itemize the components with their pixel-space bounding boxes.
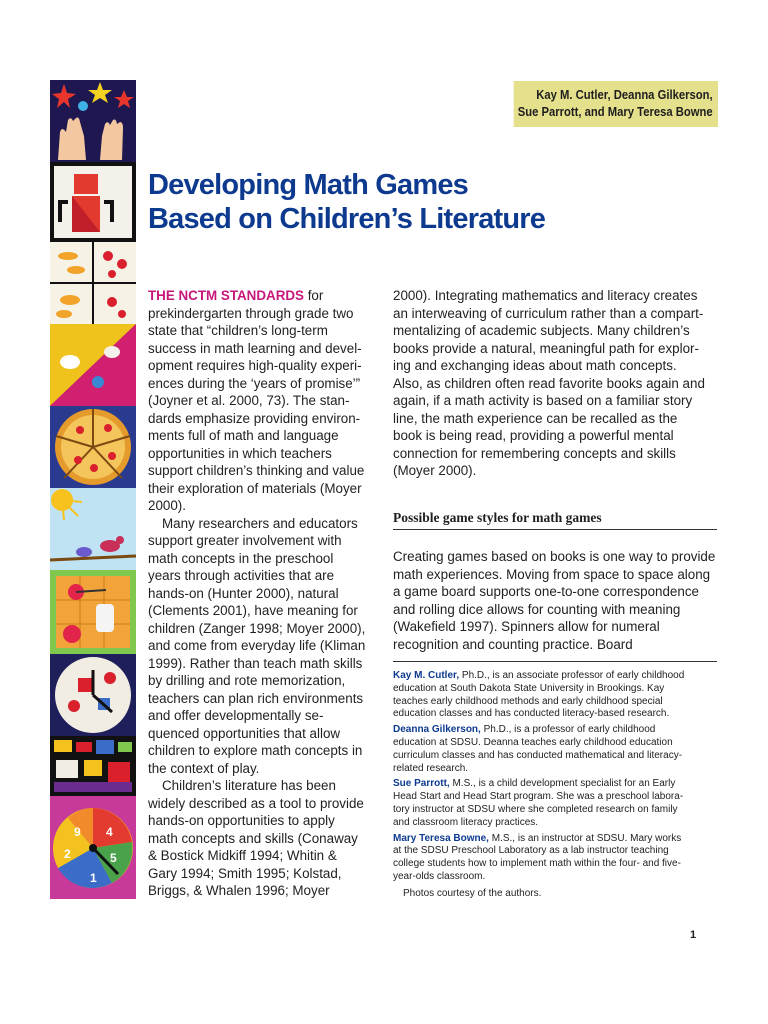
bio-name: Sue Parrott,	[393, 778, 450, 790]
text-line: (Clements 2001), have meaning for	[148, 603, 358, 618]
svg-text:2: 2	[64, 847, 71, 861]
text-line: numeral recognition and counting practice. Board	[393, 619, 660, 652]
divider	[393, 661, 717, 662]
games-collage-art	[50, 736, 136, 796]
text-line: the context of play.	[148, 760, 260, 776]
paragraph	[148, 287, 378, 515]
bio-line: education at SDSU. Deanna teaches early childhood education	[393, 736, 673, 748]
lead-in-text: THE NCTM STANDARDS	[148, 288, 304, 303]
text-line: and offer developmentally se-	[148, 708, 324, 723]
bio-line: related research.	[393, 762, 469, 774]
text-line: Children’s literature has been	[162, 778, 336, 793]
svg-text:1: 1	[90, 871, 97, 885]
sun-birds-art	[50, 488, 136, 570]
childrens-artwork-strip	[50, 80, 136, 899]
text-line: Also, as children often read favorite books again and	[393, 375, 705, 391]
geometric-robot-art	[50, 162, 136, 242]
text-line: space along a game board supports one-to-one	[393, 566, 711, 600]
text-line: success in math learning and devel-	[148, 340, 362, 356]
text-line: ments full of math and language	[148, 428, 339, 443]
body-column-left	[148, 287, 378, 900]
body-column-right-continued	[393, 535, 719, 667]
text-line: & Bostick Midkiff 1994; Whitin &	[148, 848, 337, 863]
title-line: Developing Math Games	[148, 169, 468, 201]
text-line: books provide a natural, meaningful path for explor-	[393, 340, 699, 356]
text-line: 1999). Rather than teach math skills	[148, 655, 363, 671]
text-line: prekindergarten through grade two	[148, 305, 354, 321]
paragraph	[393, 548, 719, 653]
clock-shapes-art	[50, 654, 136, 736]
text-line: opment requires high-quality experi-	[148, 358, 362, 373]
text-line: Many researchers and educators	[162, 515, 358, 531]
authors-box	[514, 81, 718, 127]
text-line: ing and exchanging ideas about math concepts.	[393, 358, 677, 373]
text-line: Creating games based on books is one way to	[393, 549, 668, 565]
text-line: mentalizing of academic subjects. Many children’s	[393, 323, 690, 338]
pizza-art	[50, 406, 136, 488]
text-line: hands-on (Hunter 2000), natural	[148, 585, 339, 601]
title-line: Based on Children’s Literature	[148, 203, 546, 235]
section-heading: Possible game styles for math games	[393, 510, 717, 530]
bio-line: college students how to implement math within the four- and five-	[393, 858, 681, 870]
bio-name: Kay M. Cutler,	[393, 670, 460, 681]
text-line: Briggs, & Whalen 1996; Moyer	[148, 883, 330, 898]
authors-line: Sue Parrott, and Mary Teresa Bowne	[517, 105, 713, 119]
number-spinner-art	[50, 796, 136, 899]
bio-line: teaches early childhood methods and early childhood special	[393, 695, 663, 707]
text-line: support greater involvement with	[148, 533, 342, 548]
bio-name: Mary Teresa Bowne,	[393, 832, 489, 844]
fireworks-and-hands-art	[50, 80, 136, 162]
author-bio	[393, 670, 723, 721]
authors-line: Kay M. Cutler, Deanna Gilkerson,	[536, 88, 713, 102]
article-title	[148, 168, 668, 236]
photo-credit: Photos courtesy of the authors.	[403, 887, 542, 899]
text-line: and come from everyday life (Kliman	[148, 638, 366, 653]
text-line: line, the math experience can be recalled as the	[393, 410, 678, 426]
bio-line: tory instructor at SDSU where she completed research on family	[393, 803, 678, 815]
text-line: children (Zanger 1998; Moyer 2000),	[148, 620, 366, 636]
text-line: connection for remembering concepts and skills	[393, 445, 676, 461]
text-line: math concepts in the preschool	[148, 550, 334, 566]
text-line: ences during the ‘years of promise’”	[148, 375, 361, 391]
page-number: 1	[690, 929, 697, 941]
body-column-right	[393, 287, 719, 480]
text-line: for	[303, 288, 324, 303]
text-line: by drilling and rote memorization,	[148, 673, 346, 688]
text-line: quenced opportunities that allow	[148, 725, 341, 741]
text-line: provide math experiences. Moving from space to	[393, 549, 716, 582]
author-bio	[393, 833, 723, 884]
text-line: 2000).	[148, 498, 186, 513]
text-line: 2000). Integrating mathematics and literacy creates	[393, 288, 698, 303]
bio-line: year-olds classroom.	[393, 870, 486, 882]
text-line: their exploration of materials (Moyer	[148, 480, 362, 496]
text-line: opportunities in which teachers	[148, 445, 332, 461]
text-line: years through activities that are	[148, 568, 335, 583]
text-line: hands-on opportunities to apply	[148, 813, 335, 828]
svg-text:9: 9	[74, 825, 81, 839]
text-line: widely described as a tool to provide	[148, 795, 364, 811]
svg-text:4: 4	[106, 825, 113, 839]
svg-text:5: 5	[110, 851, 117, 865]
triangles-art	[50, 324, 136, 406]
text-line: children to explore math concepts in	[148, 743, 363, 758]
paragraph	[148, 515, 378, 778]
bio-line: curriculum classes and has conducted mathematical and literacy-	[393, 749, 683, 761]
author-bios	[393, 670, 723, 901]
text-line: correspondence and rolling dice allows for counting	[393, 584, 699, 617]
text-line: dards emphasize providing environ-	[148, 410, 361, 426]
text-line: with meaning (Wakefield 1997). Spinners allow for	[393, 601, 681, 635]
text-line: (Moyer 2000).	[393, 463, 477, 478]
text-line: an interweaving of curriculum rather than a compart-	[393, 305, 704, 321]
text-line: Gary 1994; Smith 1995; Kolstad,	[148, 865, 342, 881]
fruit-on-grid-art	[50, 570, 136, 654]
text-line: again, if a math activity is based on a familiar story	[393, 393, 693, 408]
bio-line: and classroom literacy practices.	[393, 816, 539, 828]
text-line: book is being read, providing a powerful mental	[393, 428, 674, 443]
bio-line: education classes and has conducted literacy-based research.	[393, 708, 670, 720]
bio-line: M.S., is an instructor at SDSU. Mary works	[488, 832, 682, 844]
paragraph	[148, 777, 378, 900]
text-line: teachers can plan rich environments	[148, 690, 364, 706]
text-line: state that “children’s long-term	[148, 323, 328, 338]
text-line: math concepts and skills (Conaway	[148, 830, 358, 846]
bio-line: M.S., is a child development specialist for an Early	[449, 778, 676, 790]
bio-name: Deanna Gilkerson,	[393, 724, 481, 736]
bio-line: at the SDSU Preschool Laboratory as a lab instructor teaching	[393, 845, 669, 857]
paragraph	[393, 287, 719, 480]
text-line: support children’s thinking and value	[148, 463, 365, 478]
bio-line: Head Start and Head Start program. She was a preschool labora-	[393, 791, 684, 803]
text-line: (Joyner et al. 2000, 73). The stan-	[148, 393, 350, 408]
food-plates-art	[50, 242, 136, 324]
bio-line: Ph.D., is an associate professor of early childhood	[459, 670, 685, 681]
author-bio	[393, 724, 723, 775]
author-bio	[393, 778, 723, 829]
bio-line: Ph.D., is a professor of early childhood	[480, 724, 656, 736]
bio-line: education at South Dakota State University in Brookings. Kay	[393, 682, 665, 694]
